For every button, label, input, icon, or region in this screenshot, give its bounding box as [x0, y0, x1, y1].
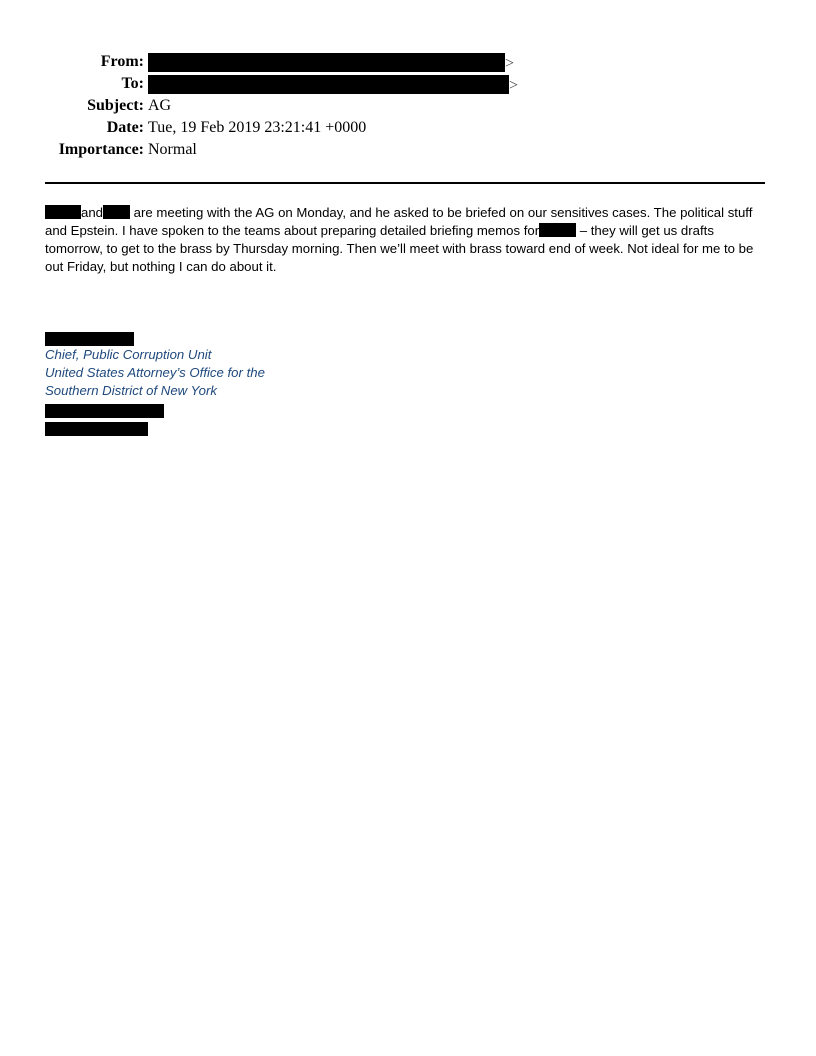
from-suffix: >	[505, 55, 515, 72]
body-text-3: – they will get us drafts tomorrow, to get to the brass by Thursday morning. Then we’ll meet with brass toward end of week. Not ideal for me to be out Friday, but nothing I can do about it.	[45, 223, 754, 274]
email-header	[0, 51, 816, 161]
redaction-block	[103, 205, 130, 219]
redaction-block	[148, 53, 505, 72]
importance-value: Normal	[148, 141, 197, 158]
body-text-2: are meeting with the AG on Monday, and he asked to be briefed on our sensitives cases. The political stuff and Epstein. I have spoken to the teams about preparing detailed briefing memos for	[45, 205, 753, 238]
from-row	[0, 51, 816, 73]
header-divider	[45, 182, 765, 184]
subject-row	[0, 95, 816, 117]
to-row	[0, 73, 816, 95]
subject-value: AG	[148, 97, 172, 114]
redaction-block	[45, 205, 81, 219]
from-value	[148, 53, 514, 73]
to-label: To:	[121, 75, 144, 92]
redaction-block	[45, 422, 148, 436]
redaction-block	[45, 332, 134, 346]
email-signature	[45, 332, 265, 436]
redaction-block	[148, 75, 509, 94]
redaction-block	[45, 404, 164, 418]
importance-label: Importance:	[58, 141, 144, 158]
to-suffix: >	[509, 77, 519, 94]
signature-title: Chief, Public Corruption Unit	[45, 347, 212, 362]
date-label: Date:	[106, 119, 144, 136]
to-value	[148, 75, 518, 95]
subject-label: Subject:	[87, 97, 144, 114]
signature-office-line-2: Southern District of New York	[45, 383, 217, 398]
from-label: From:	[100, 53, 144, 70]
email-body	[45, 204, 769, 276]
signature-office-line-1: United States Attorney’s Office for the	[45, 365, 265, 380]
date-row	[0, 117, 816, 139]
redaction-block	[539, 223, 576, 237]
date-value: Tue, 19 Feb 2019 23:21:41 +0000	[148, 119, 367, 136]
importance-row	[0, 139, 816, 161]
body-text-1: and	[81, 205, 104, 220]
